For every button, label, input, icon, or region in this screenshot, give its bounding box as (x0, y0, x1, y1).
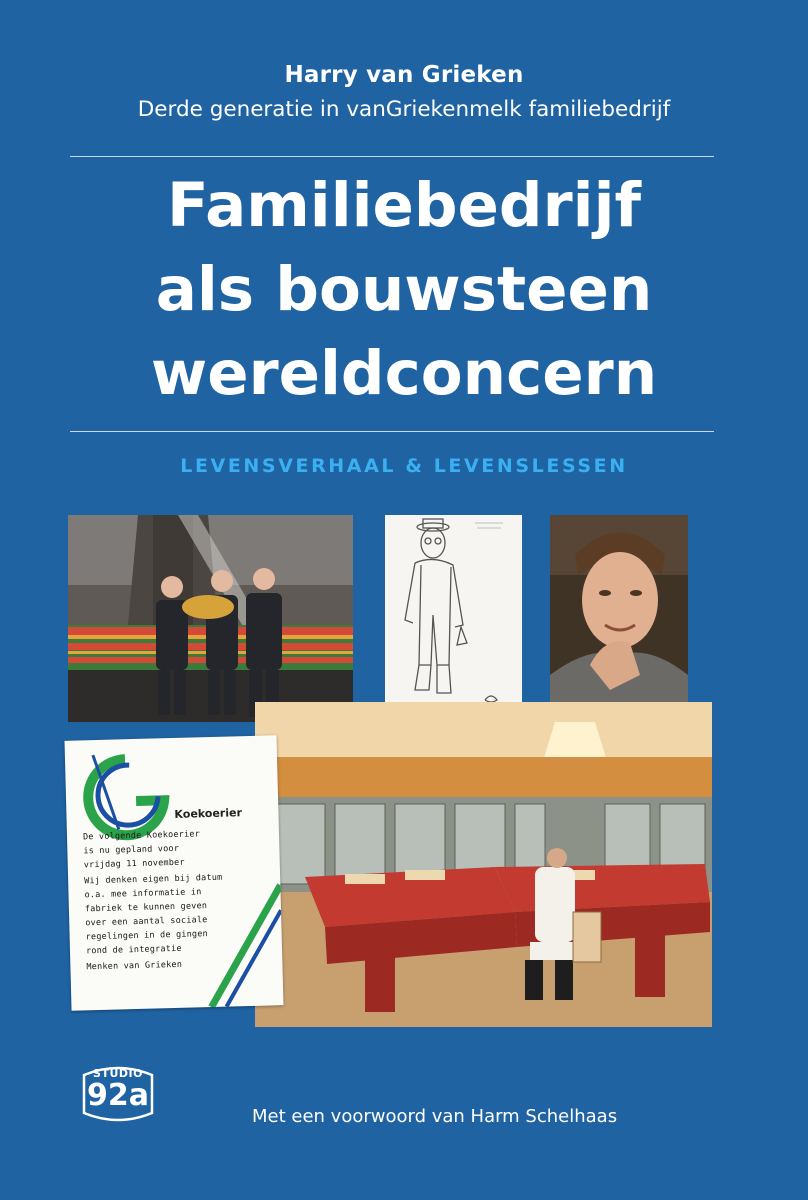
note-line: o.a. mee informatie in (84, 887, 202, 901)
note-line: over een aantal sociale (85, 915, 208, 929)
sketch-drawing (385, 515, 522, 722)
foreword-credit: Met een voorwoord van Harm Schelhaas (252, 1106, 618, 1127)
handwritten-note (65, 735, 284, 1010)
note-line: is nu gepland voor (83, 843, 180, 857)
publisher-logo-line1: STUDIO (93, 1067, 143, 1080)
title-line-3: wereldconcern (150, 338, 658, 409)
note-line: rond de integratie (85, 943, 182, 957)
note-line: Wij denken eigen bij datum (84, 872, 223, 887)
note-line: vrijdag 11 november (83, 857, 185, 871)
photo-ceremony (68, 515, 353, 722)
author-name: Harry van Grieken (284, 62, 524, 88)
top-divider (70, 156, 714, 157)
publisher-logo-line2: 92a (87, 1078, 149, 1113)
portrait-photo (550, 515, 688, 722)
publisher-logo (78, 1065, 158, 1125)
title-line-2: als bouwsteen (155, 254, 653, 325)
book-title (0, 164, 808, 416)
author-subtitle: Derde generatie in vanGriekenmelk familiebedrijf (137, 97, 671, 122)
note-label: Koekoerier (174, 806, 243, 821)
tagline: LEVENSVERHAAL & LEVENSLESSEN (180, 455, 628, 477)
note-signature: Menken van Grieken (86, 959, 183, 973)
note-line: fabriek te kunnen geven (84, 901, 208, 915)
control-room-photo (255, 702, 712, 1027)
bottom-divider (70, 431, 714, 432)
note-line: De volgende Koekoerier (82, 829, 201, 843)
note-line: regelingen in de gingen (85, 929, 209, 943)
title-line-1: Familiebedrijf (166, 170, 642, 241)
